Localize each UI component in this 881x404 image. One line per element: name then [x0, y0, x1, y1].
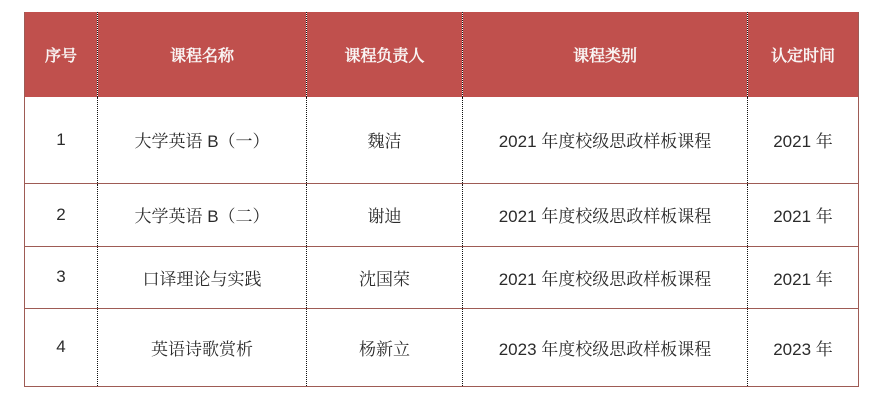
cell-category: 2021 年度校级思政样板课程	[463, 97, 748, 183]
header-row	[25, 12, 859, 97]
cell-number: 4	[25, 308, 98, 386]
table-row	[25, 183, 859, 246]
cell-category: 2021 年度校级思政样板课程	[463, 246, 748, 308]
cell-time: 2021 年	[748, 97, 859, 183]
cell-leader: 杨新立	[307, 308, 463, 386]
header-cell-category: 课程类别	[463, 12, 748, 97]
cell-course: 大学英语 B（二）	[98, 183, 307, 246]
cell-number: 3	[25, 246, 98, 308]
table-row	[25, 97, 859, 183]
cell-number: 2	[25, 183, 98, 246]
cell-time: 2023 年	[748, 308, 859, 386]
cell-category: 2021 年度校级思政样板课程	[463, 183, 748, 246]
header-cell-course: 课程名称	[98, 12, 307, 97]
header-cell-time: 认定时间	[748, 12, 859, 97]
cell-time: 2021 年	[748, 246, 859, 308]
header-cell-number: 序号	[25, 12, 98, 97]
table-row	[25, 246, 859, 308]
cell-time: 2021 年	[748, 183, 859, 246]
cell-course: 大学英语 B（一）	[98, 97, 307, 183]
cell-leader: 魏洁	[307, 97, 463, 183]
courses-table	[24, 12, 859, 387]
cell-leader: 谢迪	[307, 183, 463, 246]
cell-category: 2023 年度校级思政样板课程	[463, 308, 748, 386]
cell-course: 口译理论与实践	[98, 246, 307, 308]
header-cell-leader: 课程负责人	[307, 12, 463, 97]
table-row	[25, 308, 859, 386]
cell-leader: 沈国荣	[307, 246, 463, 308]
cell-number: 1	[25, 97, 98, 183]
cell-course: 英语诗歌赏析	[98, 308, 307, 386]
